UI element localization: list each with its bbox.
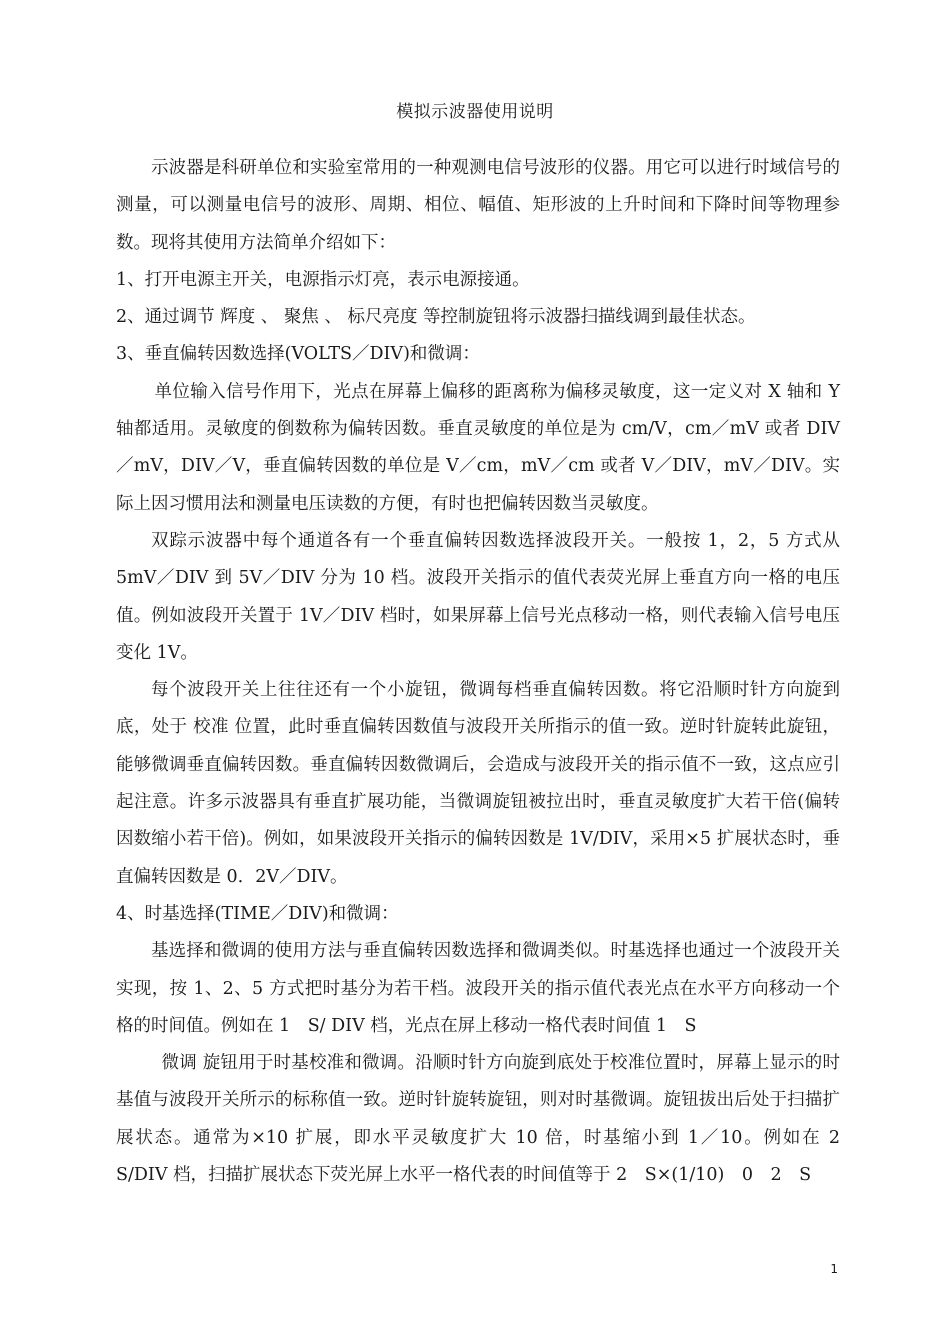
page-title: 模拟示波器使用说明	[396, 102, 554, 122]
step-4-heading: 4、时基选择(TIME／DIV)和微调：	[116, 903, 399, 924]
paragraph-timebase: 基选择和微调的使用方法与垂直偏转因数选择和微调类似。时基选择也通过一个波段开关实现，按 1、2、5 方式把时基分为若干档。波段开关的指示值代表光点在水平方向移动一个格的时间值。例如在 1 S/ DIV 档，光点在屏上移动一格代表时间值 1 S	[116, 941, 840, 1036]
step-2: 2、通过调节 辉度 、 聚焦 、 标尺亮度 等控制旋钮将示波器扫描线调到最佳状态。	[116, 307, 756, 328]
step-1: 1、打开电源主开关，电源指示灯亮，表示电源接通。	[116, 269, 530, 290]
step-3-heading: 3、垂直偏转因数选择(VOLTS／DIV)和微调：	[116, 344, 480, 365]
paragraph-timebase-fine: 微调 旋钮用于时基校准和微调。沿顺时针方向旋到底处于校准位置时，屏幕上显示的时基值与波段开关所示的标称值一致。逆时针旋转旋钮，则对时基微调。旋钮拔出后处于扫描扩展状态。通常为×10 扩展，即水平灵敏度扩大 10 倍，时基缩小到 1／10。例如在 2 S/DIV 档，扫描扩展状态下荧光屏上水平一格代表的时间值等于 2 S×(1/10) 0 2 S	[116, 1053, 858, 1186]
paragraph-sensitivity: 单位输入信号作用下，光点在屏幕上偏移的距离称为偏移灵敏度，这一定义对 X 轴和 Y 轴都适用。灵敏度的倒数称为偏转因数。垂直灵敏度的单位是为 cm/V，cm／mV 或者 DIV／mV，DIV／V，垂直偏转因数的单位是 V／cm，mV／cm 或者 V／DIV，mV／DIV。实际上因习惯用法和测量电压读数的方便，有时也把偏转因数当灵敏度。	[116, 381, 840, 514]
paragraph-intro: 示波器是科研单位和实验室常用的一种观测电信号波形的仪器。用它可以进行时域信号的测量，可以测量电信号的波形、周期、相位、幅值、矩形波的上升时间和下降时间等物理参数。现将其使用方法简单介绍如下：	[116, 158, 840, 253]
page-number: 1	[830, 1262, 838, 1276]
paragraph-dual-trace: 双踪示波器中每个通道各有一个垂直偏转因数选择波段开关。一般按 1，2，5 方式从 5mV／DIV 到 5V／DIV 分为 10 档。波段开关指示的值代表荧光屏上垂直方向一格的电压值。例如波段开关置于 1V／DIV 档时，如果屏幕上信号光点移动一格，则代表输入信号电压变化 1V。	[116, 530, 840, 663]
paragraph-fine-adjust: 每个波段开关上往往还有一个小旋钮，微调每档垂直偏转因数。将它沿顺时针方向旋到底，处于 校准 位置，此时垂直偏转因数值与波段开关所指示的值一致。逆时针旋转此旋钮，能够微调垂直偏转因数。垂直偏转因数微调后，会造成与波段开关的指示值不一致，这点应引起注意。许多示波器具有垂直扩展功能，当微调旋钮被拉出时，垂直灵敏度扩大若干倍(偏转因数缩小若干倍)。例如，如果波段开关指示的偏转因数是 1V/DIV，采用×5 扩展状态时，垂直偏转因数是 0．2V／DIV。	[116, 680, 840, 887]
document-body	[116, 150, 858, 1194]
